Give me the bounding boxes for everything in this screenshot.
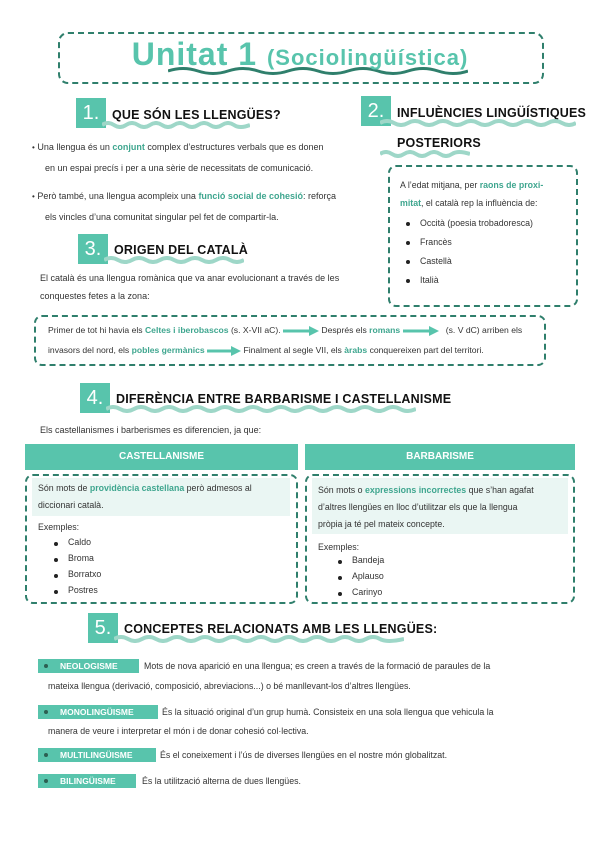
arrow-right-icon [403,326,439,336]
list-item: Postres [50,582,210,598]
list-item: Occità (poesia trobadoresca) [402,214,572,233]
tag-neologisme: NEOLOGISME [38,659,139,673]
origin-timeline: Primer de tot hi havia els Celtes i iberobascos (s. X-VII aC). Després els romans (s. V dC) arriben els invasors del nord, els pobles germànics Finalment al segle VII, els àrabs conquereixen part del territori. [48,325,523,355]
list-item: Broma [50,550,210,566]
concept-multilinguisme: És el coneixement i l’ús de diverses llengües en el nostre món globalitzat. [160,750,448,760]
section-4-heading: DIFERÈNCIA ENTRE BARBARISME I CASTELLANISME [116,392,452,406]
section-2-number: 2. [361,96,391,126]
section-3-paragraph: El català és una llengua romànica que va anar evolucionant a través de les conquestes fetes a la zona: [40,273,340,301]
concept-neologisme-line1: Mots de nova aparició en una llengua; es creen a través de la formació de paraules de la [144,661,491,671]
barbarisme-examples-label: Exemples: [318,542,360,552]
concept-bilinguisme: És la utilització alterna de dues llengües. [142,776,301,786]
section-4-number: 4. [80,383,110,413]
concept-monolinguisme-line1: És la situació original d’un grup humà. Consisteix en una sola llengua que vehicula la [162,707,494,717]
list-item: Francès [402,233,572,252]
concept-neologisme-line2: mateixa llengua (derivació, composició, abreviacions...) o bé manllevant-los d’altres llengües. [48,681,411,691]
influences-intro: A l’edat mitjana, per raons de proxi- mitat, el català rep la influència de: [400,180,544,208]
list-item: Carinyo [334,584,494,600]
list-item: Castellà [402,252,572,271]
section-2-wave-2 [380,150,470,158]
castellanisme-definition: Són mots de providència castellana però admesos al diccionari català. [38,483,252,510]
section-2-heading-line1: INFLUÈNCIES LINGÜÍSTIQUES [397,106,587,120]
section-1-paragraph-1: • Una llengua és un conjunt complex d’estructures verbals que es donen en un espai precís i per a una sèrie de necessitats de comunicació. [32,142,324,173]
tag-bilinguisme: BILINGÜISME [38,774,136,788]
list-item: Aplauso [334,568,494,584]
section-3-number: 3. [78,234,108,264]
title-subtitle: (Sociolingüística) [266,45,469,70]
section-1-heading: QUE SÓN LES LLENGÜES? [112,108,281,122]
influences-list [402,214,572,290]
arrow-right-icon [207,346,241,356]
section-4-intro: Els castellanismes i barberismes es diferencien, ja que: [40,425,262,435]
title-main: Unitat 1 [131,36,258,72]
barbarisme-examples [334,552,494,600]
section-5-wave [114,635,404,643]
section-3-heading: ORIGEN DEL CATALÀ [114,243,248,257]
tag-monolinguisme: MONOLINGÜISME [38,705,158,719]
list-item: Bandeja [334,552,494,568]
barbarisme-definition: Són mots o expressions incorrectes que s’han agafat d’altres llengües en lloc d’utilitzar els que la llengua pròpia ja té pel mateix concepte. [318,485,534,529]
list-item: Caldo [50,534,210,550]
section-4-wave [106,405,416,413]
castellanisme-examples [50,534,210,598]
section-1-paragraph-2: • Però també, una llengua acompleix una funció social de cohesió: reforça els vincles d’una comunitat singular pel fet de compartir-la. [32,191,336,222]
castellanisme-examples-label: Exemples: [38,522,80,532]
page-title [0,36,600,73]
barbarisme-header: BARBARISME [305,444,575,470]
castellanisme-header: CASTELLANISME [25,444,298,470]
list-item: Borratxo [50,566,210,582]
arrow-right-icon [283,326,319,336]
tag-multilinguisme: MULTILINGÜISME [38,748,156,762]
section-1-wave [102,121,250,129]
section-5-number: 5. [88,613,118,643]
section-3-wave [104,256,244,264]
section-2-heading-line2: POSTERIORS [397,136,481,150]
section-5-heading: CONCEPTES RELACIONATS AMB LES LLENGÜES: [124,622,438,636]
section-1-number: 1. [76,98,106,128]
list-item: Italià [402,271,572,290]
section-2-wave [380,119,576,127]
concept-monolinguisme-line2: manera de veure i interpretar el món i de donar cohesió col·lectiva. [48,726,309,736]
